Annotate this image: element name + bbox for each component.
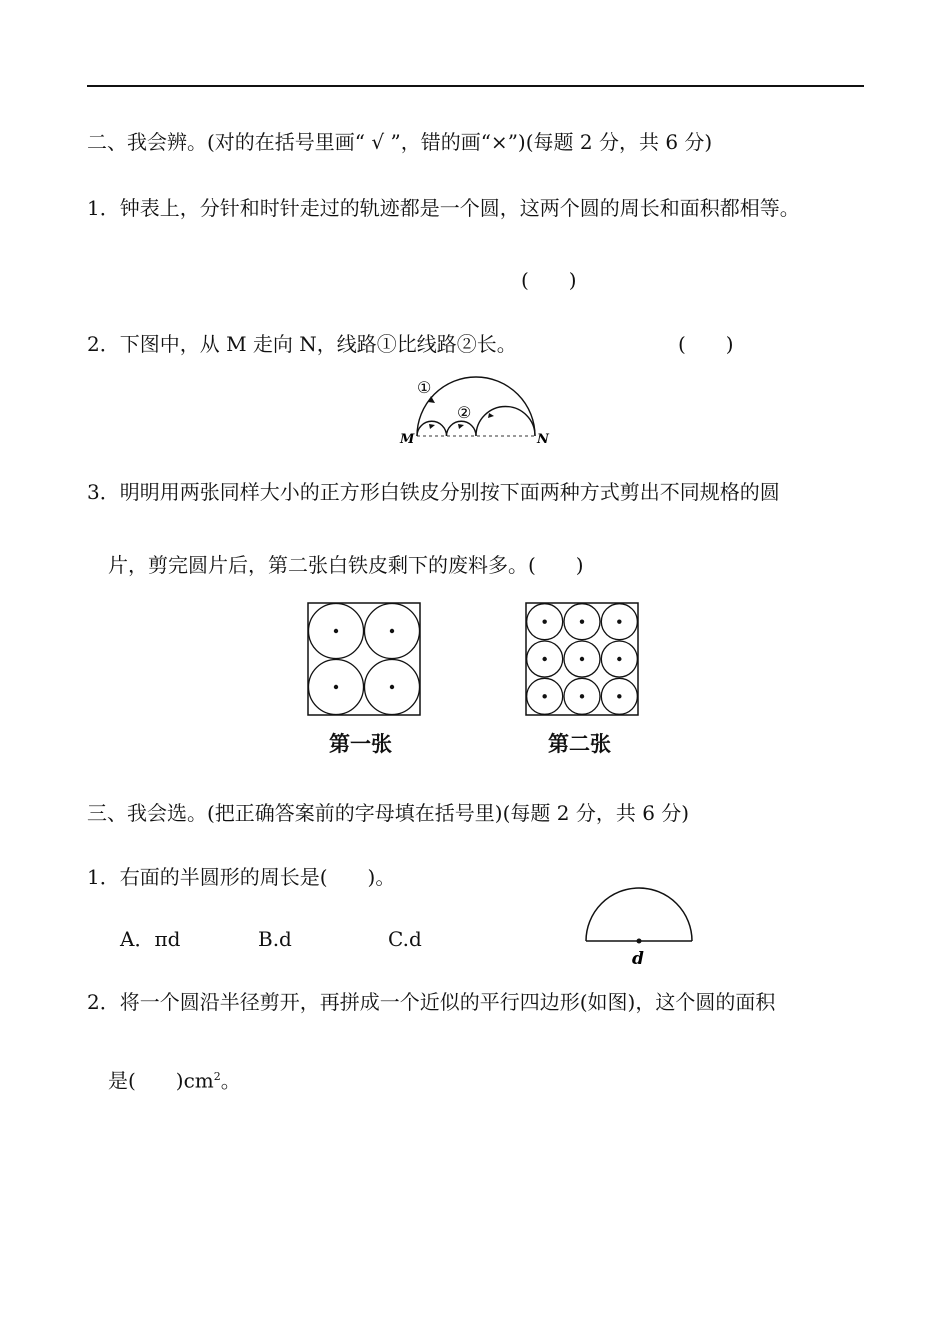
route2-arrow-c xyxy=(488,413,494,418)
route-figure xyxy=(395,370,555,450)
sheet2-center-dot xyxy=(542,694,546,698)
sheet1-center-dot xyxy=(390,685,394,689)
sheet1-center-dot xyxy=(390,629,394,633)
s2-q2-text: 2．下图中，从 M 走向 N，线路①比线路②长。 xyxy=(87,332,517,356)
s3-q2-unit-exponent: 2 xyxy=(213,1070,221,1083)
section2-heading: 二、我会辨。(对的在括号里画“ √ ”，错的画“×”)(每题 2 分，共 6 分) xyxy=(87,130,713,154)
sheet2-center-dot xyxy=(580,657,584,661)
s2-q3-text-line1: 3．明明用两张同样大小的正方形白铁皮分别按下面两种方式剪出不同规格的圆 xyxy=(87,480,780,504)
semicircle-figure xyxy=(580,880,700,970)
route2-arrow-b xyxy=(458,424,464,429)
s3-q1-option-b[interactable]: B.d xyxy=(258,927,292,951)
semicircle-center-dot xyxy=(637,939,642,944)
s2-q2-answer-paren[interactable]: ( ) xyxy=(678,332,734,356)
sheet1-figure xyxy=(307,602,421,716)
sheet2-figure xyxy=(525,602,639,716)
s2-q1-answer-paren[interactable]: ( ) xyxy=(521,268,577,292)
start-label: M xyxy=(400,432,415,447)
sheet2-center-dot xyxy=(617,694,621,698)
top-rule xyxy=(87,85,864,87)
route2-arc-c xyxy=(476,407,535,437)
route2-arc-b xyxy=(447,421,477,436)
route2-arrow-a xyxy=(429,424,435,429)
sheet1-center-dot xyxy=(334,685,338,689)
s3-q2-text-line2 xyxy=(108,1065,241,1093)
sheet1-label: 第一张 xyxy=(329,732,392,756)
sheet2-label: 第二张 xyxy=(548,732,611,756)
s3-q1-option-c[interactable]: C.d xyxy=(388,927,422,951)
section3-heading: 三、我会选。(把正确答案前的字母填在括号里)(每题 2 分，共 6 分) xyxy=(87,801,690,825)
route1-arc xyxy=(417,377,535,436)
s2-q3-text-line2: 片，剪完圆片后，第二张白铁皮剩下的废料多。( ) xyxy=(108,553,584,577)
s3-q1-option-a[interactable]: A．πd xyxy=(120,927,181,951)
sheet2-center-dot xyxy=(617,619,621,623)
s3-q1-text: 1．右面的半圆形的周长是( )。 xyxy=(87,865,396,889)
sheet2-center-dot xyxy=(542,619,546,623)
end-label: N xyxy=(537,432,549,447)
sheet2-center-dot xyxy=(542,657,546,661)
s2-q1-text: 1．钟表上，分针和时针走过的轨迹都是一个圆，这两个圆的周长和面积都相等。 xyxy=(87,196,800,220)
sheet2-center-dot xyxy=(617,657,621,661)
s3-q2-text-prefix: 是( )cm xyxy=(108,1068,214,1093)
route1-label: ① xyxy=(417,378,432,397)
semicircle-arc xyxy=(586,888,692,941)
s3-q2-text-suffix: 。 xyxy=(220,1068,241,1093)
sheet1-center-dot xyxy=(334,629,338,633)
diameter-label: d xyxy=(632,949,644,969)
sheet2-center-dot xyxy=(580,694,584,698)
route2-label: ② xyxy=(457,403,472,422)
s3-q2-text-line1: 2．将一个圆沿半径剪开，再拼成一个近似的平行四边形(如图)，这个圆的面积 xyxy=(87,990,776,1014)
route2-arc-a xyxy=(417,421,447,436)
sheet2-center-dot xyxy=(580,619,584,623)
sheet1-square xyxy=(308,603,420,715)
